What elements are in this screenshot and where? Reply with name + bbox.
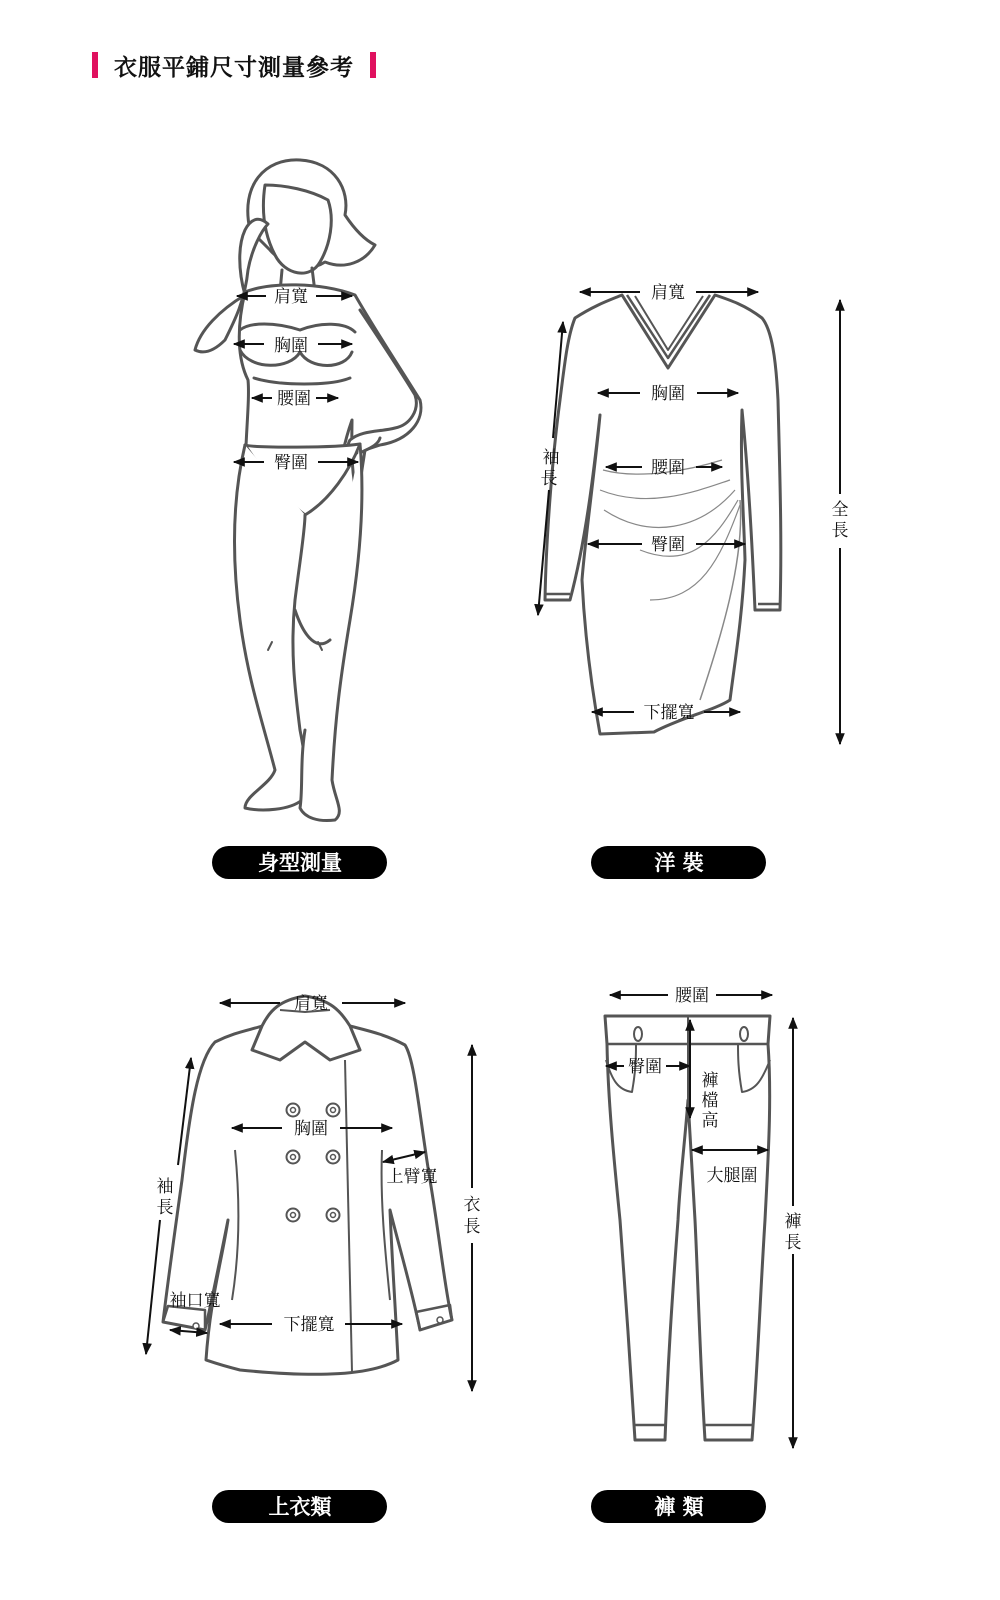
body-hip-label: 臀圍	[274, 453, 308, 473]
jacket-sleeve-label-1: 袖	[156, 1177, 174, 1197]
dress-caption: 洋 裝	[654, 851, 704, 875]
dress-shoulder-label: 肩寬	[651, 283, 685, 303]
pants-rise-label-3: 高	[701, 1111, 719, 1131]
dress-length-label-1: 全	[831, 500, 849, 520]
jacket-cuff-label: 袖口寬	[169, 1291, 221, 1311]
pants-waist-label: 腰圍	[675, 986, 709, 1006]
page-title: 衣服平鋪尺寸測量參考	[114, 54, 354, 81]
jacket-chest-label: 胸圍	[294, 1119, 328, 1139]
dress-hip-label: 臀圍	[651, 535, 685, 555]
body-chest-label: 胸圍	[274, 336, 308, 356]
pants-caption-pill	[591, 1490, 766, 1523]
pants-length-label-2: 長	[784, 1233, 802, 1253]
dress-sleeve-label-2: 長	[540, 469, 558, 489]
dress-length-label-2: 長	[831, 521, 849, 541]
pants-length-label-1: 褲	[784, 1212, 802, 1232]
dress-sleeve-label-1: 袖	[542, 448, 560, 468]
top-caption-pill	[212, 1490, 387, 1523]
jacket-hem-label: 下擺寬	[283, 1315, 335, 1335]
body-shoulder-label: 肩寬	[274, 287, 308, 307]
dress-waist-label: 腰圍	[651, 458, 685, 478]
pants-hip-label: 臀圍	[628, 1057, 662, 1077]
dress-hem-label: 下擺寬	[643, 703, 695, 723]
top-caption: 上衣類	[268, 1495, 332, 1519]
pants-caption: 褲 類	[654, 1495, 704, 1519]
jacket-sleeve-label-2: 長	[156, 1198, 174, 1218]
pants-figure	[605, 1016, 770, 1440]
jacket-length-label-1: 衣	[463, 1195, 481, 1215]
pants-thigh-label: 大腿圍	[706, 1166, 758, 1186]
jacket-length-label-2: 長	[463, 1217, 481, 1237]
body-caption: 身型測量	[258, 851, 342, 875]
body-caption-pill	[212, 846, 387, 879]
dress-caption-pill	[591, 846, 766, 879]
jacket-shoulder-label: 肩寬	[294, 994, 328, 1014]
jacket-upper-arm-label: 上臂寬	[386, 1167, 438, 1187]
pants-rise-label-2: 檔	[701, 1091, 719, 1111]
pants-rise-label-1: 褲	[701, 1071, 719, 1091]
dress-figure	[542, 295, 781, 734]
dress-chest-label: 胸圍	[651, 384, 685, 404]
body-figure	[195, 160, 421, 821]
body-waist-label: 腰圍	[277, 389, 311, 409]
